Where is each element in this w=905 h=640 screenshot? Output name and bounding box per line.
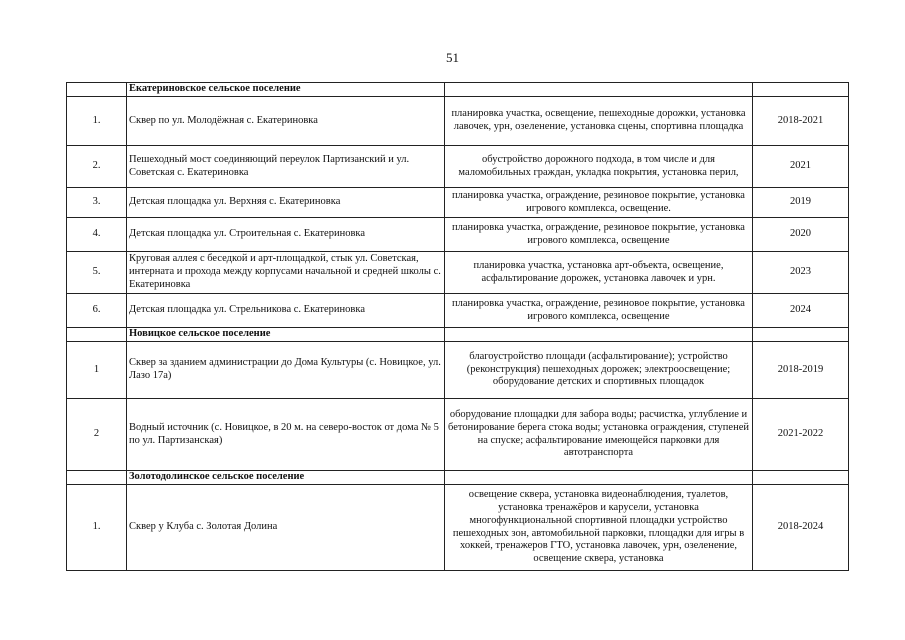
table-row — [67, 97, 849, 146]
object-name: Сквер у Клуба с. Золотая Долина — [127, 485, 445, 571]
row-number: 1 — [67, 342, 127, 399]
row-number: 5. — [67, 252, 127, 294]
table-row — [67, 342, 849, 399]
object-name: Сквер за зданием администрации до Дома Культуры (с. Новицкое, ул. Лазо 17а) — [127, 342, 445, 399]
years: 2021 — [753, 146, 849, 188]
table-row — [67, 146, 849, 188]
row-number: 1. — [67, 485, 127, 571]
object-name: Пешеходный мост соединяющий переулок Партизанский и ул. Советская с. Екатериновка — [127, 146, 445, 188]
object-name: Круговая аллея с беседкой и арт-площадкой, стык ул. Советская, интерната и прохода между корпусами начальной и средней школы с. Екатериновка — [127, 252, 445, 294]
work-description: планировка участка, ограждение, резиновое покрытие, установка игрового комплекса, освещение — [445, 218, 753, 252]
table-row — [67, 218, 849, 252]
work-description: планировка участка, освещение, пешеходные дорожки, установка лавочек, урн, озеленение, установка сцены, спортивна площадка — [445, 97, 753, 146]
table-row — [67, 399, 849, 471]
object-name: Детская площадка ул. Стрельникова с. Екатериновка — [127, 294, 445, 328]
table-row — [67, 252, 849, 294]
row-number: 2 — [67, 399, 127, 471]
object-name: Детская площадка ул. Строительная с. Екатериновка — [127, 218, 445, 252]
years: 2023 — [753, 252, 849, 294]
object-name: Сквер по ул. Молодёжная с. Екатериновка — [127, 97, 445, 146]
row-number: 2. — [67, 146, 127, 188]
object-name: Водный источник (с. Новицкое, в 20 м. на северо-восток от дома № 5 по ул. Партизанская) — [127, 399, 445, 471]
work-description: планировка участка, ограждение, резиновое покрытие, установка игрового комплекса, освещение — [445, 294, 753, 328]
table-row — [67, 294, 849, 328]
table-row — [67, 485, 849, 571]
section-header-row — [67, 471, 849, 485]
row-number: 1. — [67, 97, 127, 146]
work-description: освещение сквера, установка видеонаблюдения, туалетов, установка тренажёров и карусели, установка многофункциональной спортивной площадки устройство пешеходных зон, автомобильной парковки, площадки для игры в хоккей, тренажеров ГТО, установка лавочек, урн, озеленение, освещение сквера, установка — [445, 485, 753, 571]
work-description: благоустройство площади (асфальтирование); устройство (реконструкция) пешеходных дорожек; электроосвещение; оборудование детских и спортивных площадок — [445, 342, 753, 399]
work-description: обустройство дорожного подхода, в том числе и для маломобильных граждан, укладка покрытия, установка перил, — [445, 146, 753, 188]
work-description: оборудование площадки для забора воды; расчистка, углубление и бетонирование берега стока воды; установка ограждения, ступеней на спуске; асфальтирование имеющейся парковки для автотранспорта — [445, 399, 753, 471]
row-number: 3. — [67, 188, 127, 218]
section-title: Екатериновское сельское поселение — [127, 83, 445, 97]
row-number: 6. — [67, 294, 127, 328]
work-description: планировка участка, ограждение, резиновое покрытие, установка игрового комплекса, освещение. — [445, 188, 753, 218]
years: 2024 — [753, 294, 849, 328]
section-header-row — [67, 328, 849, 342]
years: 2018-2019 — [753, 342, 849, 399]
table-row — [67, 188, 849, 218]
section-title: Новицкое сельское поселение — [127, 328, 445, 342]
page-number: 51 — [446, 50, 459, 65]
work-description: планировка участка, установка арт-объекта, освещение, асфальтирование дорожек, установка лавочек и урн. — [445, 252, 753, 294]
row-number: 4. — [67, 218, 127, 252]
object-name: Детская площадка ул. Верхняя с. Екатериновка — [127, 188, 445, 218]
years: 2021-2022 — [753, 399, 849, 471]
years: 2020 — [753, 218, 849, 252]
years: 2018-2021 — [753, 97, 849, 146]
section-title: Золотодолинское сельское поселение — [127, 471, 445, 485]
improvement-table — [66, 82, 849, 571]
years: 2018-2024 — [753, 485, 849, 571]
section-header-row — [67, 83, 849, 97]
years: 2019 — [753, 188, 849, 218]
